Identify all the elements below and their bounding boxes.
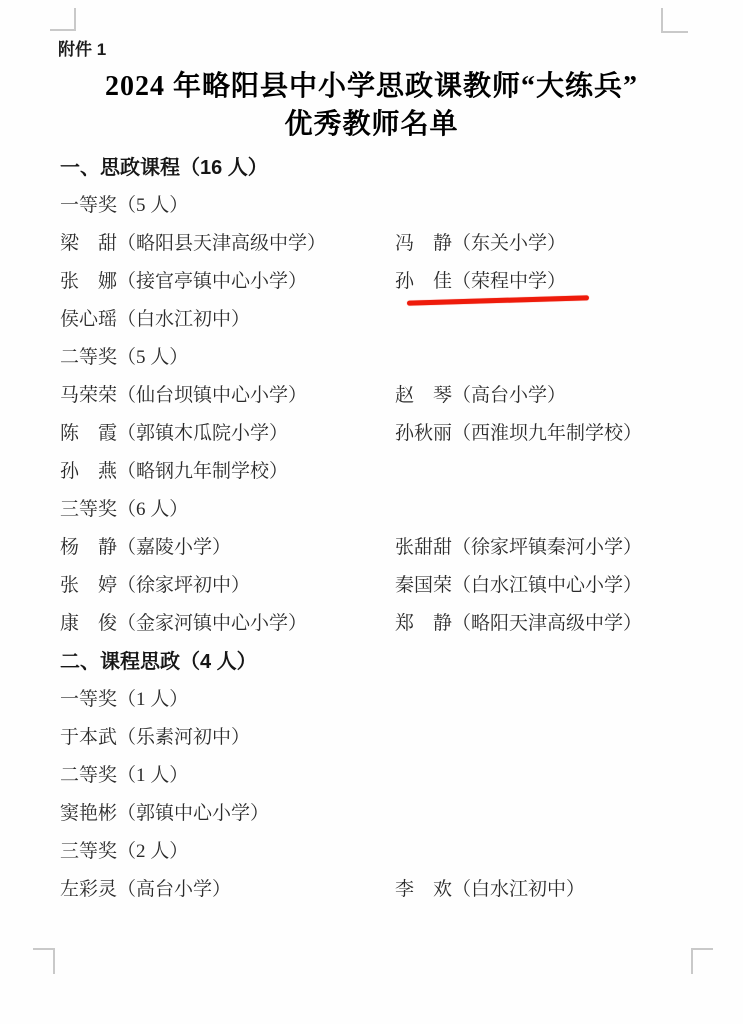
awardee-row [60, 605, 713, 643]
awardee-right: 李 欢（白水江初中） [395, 879, 586, 900]
tier-heading: 一等奖（1 人） [60, 689, 189, 710]
document-title [0, 68, 743, 144]
awardee-left: 马荣荣（仙台坝镇中心小学） [60, 385, 308, 406]
attachment-label: 附件 1 [58, 40, 107, 59]
document-body [60, 149, 713, 909]
awardee-row [60, 719, 713, 757]
document-title-line1: 2024 年略阳县中小学思政课教师“大练兵” [104, 71, 638, 102]
awardee-row [60, 225, 713, 263]
text-boundary-mark-top-right [661, 8, 688, 33]
awardee-left: 于本武（乐素河初中） [60, 727, 251, 748]
awardee-row [60, 795, 713, 833]
awardee-right-underlined: 孙 佳（荣程中学） [395, 271, 567, 292]
awardee-left: 陈 霞（郭镇木瓜院小学） [60, 423, 289, 444]
awardee-right: 张甜甜（徐家坪镇秦河小学） [395, 537, 643, 558]
awardee-left: 梁 甜（略阳县天津高级中学） [60, 233, 327, 254]
awardee-right: 郑 静（略阳天津高级中学） [395, 613, 643, 634]
section-heading-sizheng-kecheng: 一、思政课程（16 人） [60, 157, 268, 179]
awardee-right: 赵 琴（高台小学） [395, 385, 567, 406]
section-heading-kecheng-sizheng: 二、课程思政（4 人） [60, 651, 257, 673]
awardee-row [60, 453, 713, 491]
awardee-row [60, 529, 713, 567]
awardee-left: 张 婷（徐家坪初中） [60, 575, 251, 596]
awardee-left: 杨 静（嘉陵小学） [60, 537, 232, 558]
awardee-row [60, 263, 713, 301]
awardee-row [60, 377, 713, 415]
awardee-right [395, 719, 713, 757]
tier-heading: 三等奖（2 人） [60, 841, 189, 862]
tier-heading: 三等奖（6 人） [60, 499, 189, 520]
awardee-right [395, 453, 713, 491]
awardee-left: 侯心瑶（白水江初中） [60, 309, 251, 330]
awardee-right: 冯 静（东关小学） [395, 233, 567, 254]
awardee-row [60, 567, 713, 605]
awardee-right: 秦国荣（白水江镇中心小学） [395, 575, 643, 596]
awardee-row [60, 415, 713, 453]
awardee-left: 孙 燕（略钢九年制学校） [60, 461, 289, 482]
document-title-line2: 优秀教师名单 [284, 109, 459, 140]
text-boundary-mark-bottom-right [691, 948, 713, 974]
awardee-row [60, 301, 713, 339]
tier-heading: 一等奖（5 人） [60, 195, 189, 216]
awardee-left: 窦艳彬（郭镇中心小学） [60, 803, 270, 824]
awardee-left: 左彩灵（高台小学） [60, 879, 232, 900]
awardee-right [395, 795, 713, 833]
awardee-left: 张 娜（接官亭镇中心小学） [60, 271, 308, 292]
tier-heading: 二等奖（1 人） [60, 765, 189, 786]
awardee-row [60, 871, 713, 909]
awardee-right: 孙秋丽（西淮坝九年制学校） [395, 423, 643, 444]
text-boundary-mark-top-left [50, 8, 76, 31]
awardee-right [395, 301, 713, 339]
awardee-left: 康 俊（金家河镇中心小学） [60, 613, 308, 634]
text-boundary-mark-bottom-left [33, 948, 55, 974]
tier-heading: 二等奖（5 人） [60, 347, 189, 368]
